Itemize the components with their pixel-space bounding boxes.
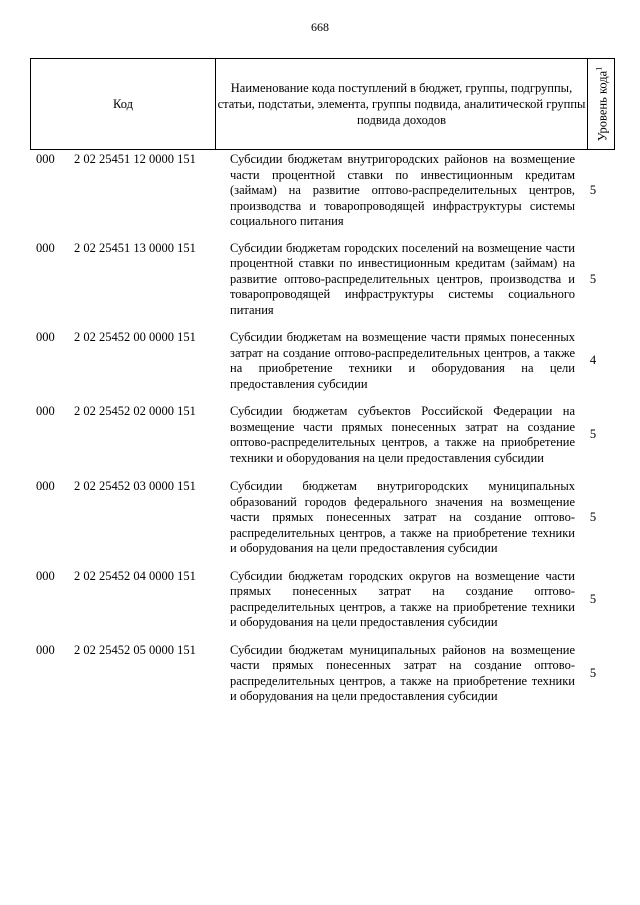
table-row — [30, 152, 611, 230]
revenue-name: Субсидии бюджетам субъектов Российской Федерации на возмещение части прямых понесенных затрат на создание оптово-распределительных центров, а также на приобретение техники и оборудования на цели предоставления субсидии — [230, 404, 575, 465]
code-level: 5 — [589, 591, 597, 606]
code-level: 5 — [589, 510, 597, 524]
table-row — [30, 643, 611, 705]
table-row — [30, 404, 611, 466]
revenue-name: Субсидии бюджетам муниципальных районов на возмещение части прямых понесенных затрат на создание оптово-распределительных центров, а также на приобретение техники и оборудования на цели предоставления субсидии — [230, 642, 575, 703]
admin-code: 000 — [36, 240, 55, 255]
header-code: Код — [31, 59, 216, 150]
code-level: 5 — [589, 183, 597, 197]
revenue-name: Субсидии бюджетам городских округов на возмещение части прямых понесенных затрат на создание оптово-распределительных центров, а также на приобретение техники и оборудования на цели предоставления субсидии — [230, 568, 575, 629]
header-level-footnote: 1 — [594, 66, 604, 71]
revenue-code: 2 02 25452 03 0000 151 — [74, 479, 196, 493]
revenue-code: 2 02 25452 04 0000 151 — [74, 568, 196, 583]
admin-code: 000 — [36, 330, 55, 344]
revenue-name: Субсидии бюджетам городских поселений на возмещение части процентной ставки по инвестиционным кредитам (займам) на развитие оптово-распределительных центров, производства и товаропроводящей инфраструктуры системы социального питания — [230, 240, 575, 317]
table-row — [30, 569, 611, 631]
admin-code: 000 — [36, 152, 55, 166]
admin-code: 000 — [36, 568, 55, 583]
table-row — [30, 330, 611, 392]
header-level-rotated — [591, 67, 610, 141]
header-level — [588, 59, 615, 150]
code-level: 4 — [589, 353, 597, 368]
revenue-code: 2 02 25452 05 0000 151 — [74, 642, 196, 657]
revenue-name: Субсидии бюджетам на возмещение части прямых понесенных затрат на создание оптово-распределительных центров, а также на приобретение техники и оборудования на цели предоставления субсидии — [230, 330, 575, 391]
revenue-code: 2 02 25452 02 0000 151 — [74, 404, 196, 418]
revenue-code: 2 02 25451 12 0000 151 — [74, 152, 196, 166]
table-body — [30, 152, 611, 705]
revenue-code: 2 02 25451 13 0000 151 — [74, 240, 196, 255]
table-row — [30, 241, 611, 319]
admin-code: 000 — [36, 479, 55, 493]
code-level: 5 — [589, 271, 597, 286]
header-name: Наименование кода поступлений в бюджет, группы, подгруппы, статьи, подстатьи, элемента, группы подвида, аналитической группы подвида доходов — [216, 59, 588, 150]
revenue-name: Субсидии бюджетам внутригородских муниципальных образований городов федерального значения на возмещение части прямых понесенных затрат на создание оптово-распределительных центров, а также на приобретение техники и оборудования на цели предоставления субсидии — [230, 479, 575, 555]
code-level: 5 — [589, 427, 597, 442]
table-header — [30, 58, 615, 150]
header-level-label: Уровень кода — [595, 70, 610, 142]
code-level: 5 — [589, 665, 597, 680]
table-row — [30, 479, 611, 557]
page-number: 668 — [311, 20, 329, 34]
admin-code: 000 — [36, 404, 55, 418]
revenue-name: Субсидии бюджетам внутригородских районов на возмещение части процентной ставки по инвестиционным кредитам (займам) на развитие оптово-распределительных центров, производства и товаропроводящей инфраструктуры системы социального питания — [230, 152, 575, 228]
admin-code: 000 — [36, 642, 55, 657]
revenue-code: 2 02 25452 00 0000 151 — [74, 330, 196, 344]
